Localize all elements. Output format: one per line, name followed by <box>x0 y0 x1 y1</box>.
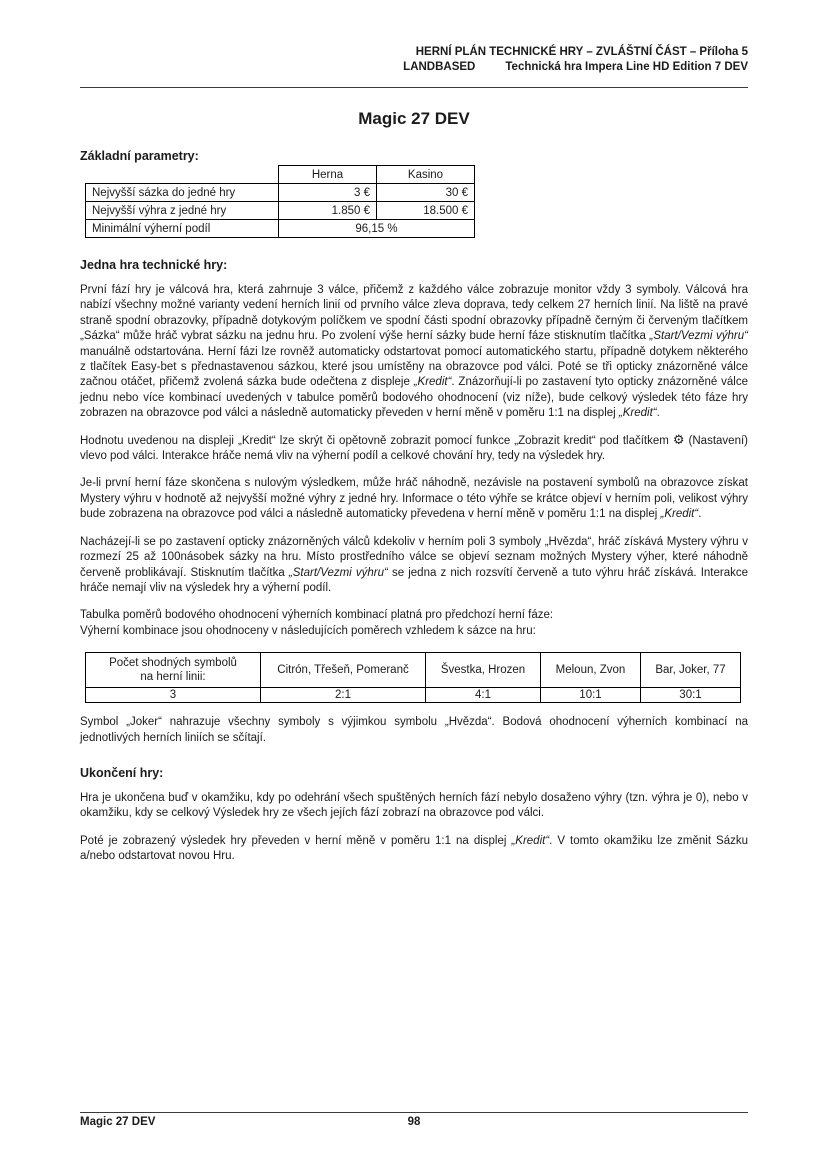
paragraph-mystery-win: Je-li první herní fáze skončena s nulovým výsledkem, může hráč náhodně, nezávisle na postavení symbolů na obrazovce získat Mystery výhru v hodnotě až nejvyšší možné výhry z jedné hry. Informace o této výhře se krátce objeví v herním poli, velikost výhry bude zobrazena na obrazovce pod válci a následně automaticky převedena v herní měně v poměru 1:1 na displej „Kredit“. <box>80 477 748 521</box>
combo-header-symbol-count-line1: Počet shodných symbolů <box>109 657 237 670</box>
one-game-heading: Jedna hra technické hry: <box>80 258 228 272</box>
table-row <box>86 653 741 688</box>
param-value-herna: 3 € <box>279 184 377 202</box>
combo-value-ratio: 4:1 <box>426 688 541 703</box>
column-header-kasino: Kasino <box>377 166 475 184</box>
paragraph-reel-game: První fází hry je válcová hra, která zahrnuje 3 válce, přičemž z každého válce zobrazuje monitor vždy 3 symboly. Válcová hra nabízí všechny možné varianty vedení herních linií od prvního válce zleva doprava, tedy celkem 27 herních linií. Na liště na pravé straně spodní obrazovky, případně dotykovým políčkem ve spodní části spodní obrazovky případně černým či červeným tlačítkem „Sázka“ může hráč vybrat sázku na jednu hru. Po zvolení výše herní sázky bude herní fáze stisknutím tlačítka „Start/Vezmi výhru“ manuálně odstartována. Herní fázi lze rovněž automaticky odstartovat pomocí automatického startu, případně dotykem některého z tlačítek Easy-bet s přednastavenou sázkou, které jsou umístěny na obrazovce pod válci. Poté se tři opticky znázorněné válce začnou otáčet, přičemž zvolená sázka bude odečtena z displeje „Kredit“. Znázorňují-li po zastavení tyto opticky znázorněné válce jednu nebo více kombinací uvedených v tabulce poměrů bodového ohodnocení (viz níže), bude celkový výsledek této fáze hry zobrazen na obrazovce pod válci a následně automaticky převeden v herní měně v poměru 1:1 na displej „Kredit“. <box>80 284 748 420</box>
param-value-kasino: 30 € <box>377 184 475 202</box>
page-title: Magic 27 DEV <box>358 109 470 128</box>
combo-value-count: 3 <box>86 688 261 703</box>
winning-combinations-table <box>85 652 741 703</box>
param-value-herna: 1.850 € <box>279 202 377 220</box>
combo-value-ratio: 10:1 <box>541 688 641 703</box>
param-value-span: 96,15 % <box>279 220 475 238</box>
paragraph-star-symbols: Nacházejí-li se po zastavení opticky znázorněných válců kdekoliv v herním poli 3 symboly „Hvězda“, hráč získává Mystery výhru v rozmezí 25 až 100násobek sázky na hru. Místo prostředního válce se objeví seznam možných Mystery výher, které náhodně červeně problikávají. Stisknutím tlačítka „Start/Vezmi výhru“ se jedna z nich rozsvítí červeně a tuto výhru hráč získává. Interakce hráče nemají vliv na výsledek hry a výherní podíl. <box>80 535 749 594</box>
combo-header-meloun-group: Meloun, Zvon <box>541 653 641 688</box>
settings-gear-icon: ⚙ <box>672 432 685 448</box>
combo-header-citron-group: Citrón, Třešeň, Pomeranč <box>261 653 426 688</box>
combo-header-bar-group: Bar, Joker, 77 <box>641 653 741 688</box>
table-row <box>86 184 475 202</box>
header-game-name: Technická hra Impera Line HD Edition 7 DEV <box>505 61 748 73</box>
paragraph-game-end: Hra je ukončena buď v okamžiku, kdy po odehrání všech spuštěných herních fází nebylo dosaženo výhry (tzn. výhra je 0), nebo v okamžiku, kdy se celkový Výsledek hry ze všech jejích fází zobrazí na obrazovce pod válci. <box>80 791 748 820</box>
paragraph-result-transfer: Poté je zobrazený výsledek hry převeden v herní měně v poměru 1:1 na displej „Kredit“. V tomto okamžiku lze změnit Sázku a/nebo odstartovat novou Hru. <box>80 834 748 863</box>
header-title: HERNÍ PLÁN TECHNICKÉ HRY – ZVLÁŠTNÍ ČÁST – Příloha 5 <box>415 46 748 58</box>
table-row <box>86 166 475 184</box>
param-label: Nejvyšší výhra z jedné hry <box>86 202 279 220</box>
header-divider <box>80 87 748 88</box>
header-landbased-label: LANDBASED <box>403 61 476 73</box>
combo-table-intro-line1: Tabulka poměrů bodového ohodnocení výherních kombinací platná pro předchozí herní fáze: <box>80 609 554 622</box>
combo-header-svestka-group: Švestka, Hrozen <box>426 653 541 688</box>
combo-header-symbol-count <box>86 653 261 688</box>
footer-page-number: 98 <box>407 1116 421 1128</box>
param-label: Minimální výherní podíl <box>86 220 279 238</box>
ending-heading: Ukončení hry: <box>80 765 164 780</box>
combo-table-intro-line2: Výherní kombinace jsou ohodnoceny v následujících poměrech vzhledem k sázce na hru: <box>80 624 536 637</box>
paragraph-joker-note: Symbol „Joker“ nahrazuje všechny symboly s výjimkou symbolu „Hvězda“. Bodová ohodnocení výherních kombinací na jednotlivých herních liniích se sčítají. <box>80 716 748 744</box>
header-subtitle-row <box>80 60 748 74</box>
document-header <box>80 45 748 88</box>
combo-table-intro <box>80 608 748 639</box>
table-row <box>86 688 741 703</box>
param-label: Nejvyšší sázka do jedné hry <box>86 184 279 202</box>
column-header-herna: Herna <box>279 166 377 184</box>
table-row <box>86 220 475 238</box>
paragraph-credit-display: Hodnotu uvedenou na displeji „Kredit“ lze skrýt či opětovně zobrazit pomocí funkce „Zobrazit kredit“ pod tlačítkem ⚙ (Nastavení) vlevo pod válci. Interakce hráče nemá vliv na výherní podíl a celkové chování hry, tedy na výsledek hry. <box>80 432 748 463</box>
table-row <box>86 202 475 220</box>
footer-game-name: Magic 27 DEV <box>80 1116 156 1128</box>
combo-value-ratio: 30:1 <box>641 688 741 703</box>
combo-value-ratio: 2:1 <box>261 688 426 703</box>
basic-params-heading: Základní parametry: <box>80 149 199 163</box>
document-footer <box>80 1112 748 1128</box>
empty-cell <box>86 166 279 184</box>
combo-header-symbol-count-line2: na herní linii: <box>140 671 206 684</box>
basic-params-table <box>85 165 475 238</box>
param-value-kasino: 18.500 € <box>377 202 475 220</box>
